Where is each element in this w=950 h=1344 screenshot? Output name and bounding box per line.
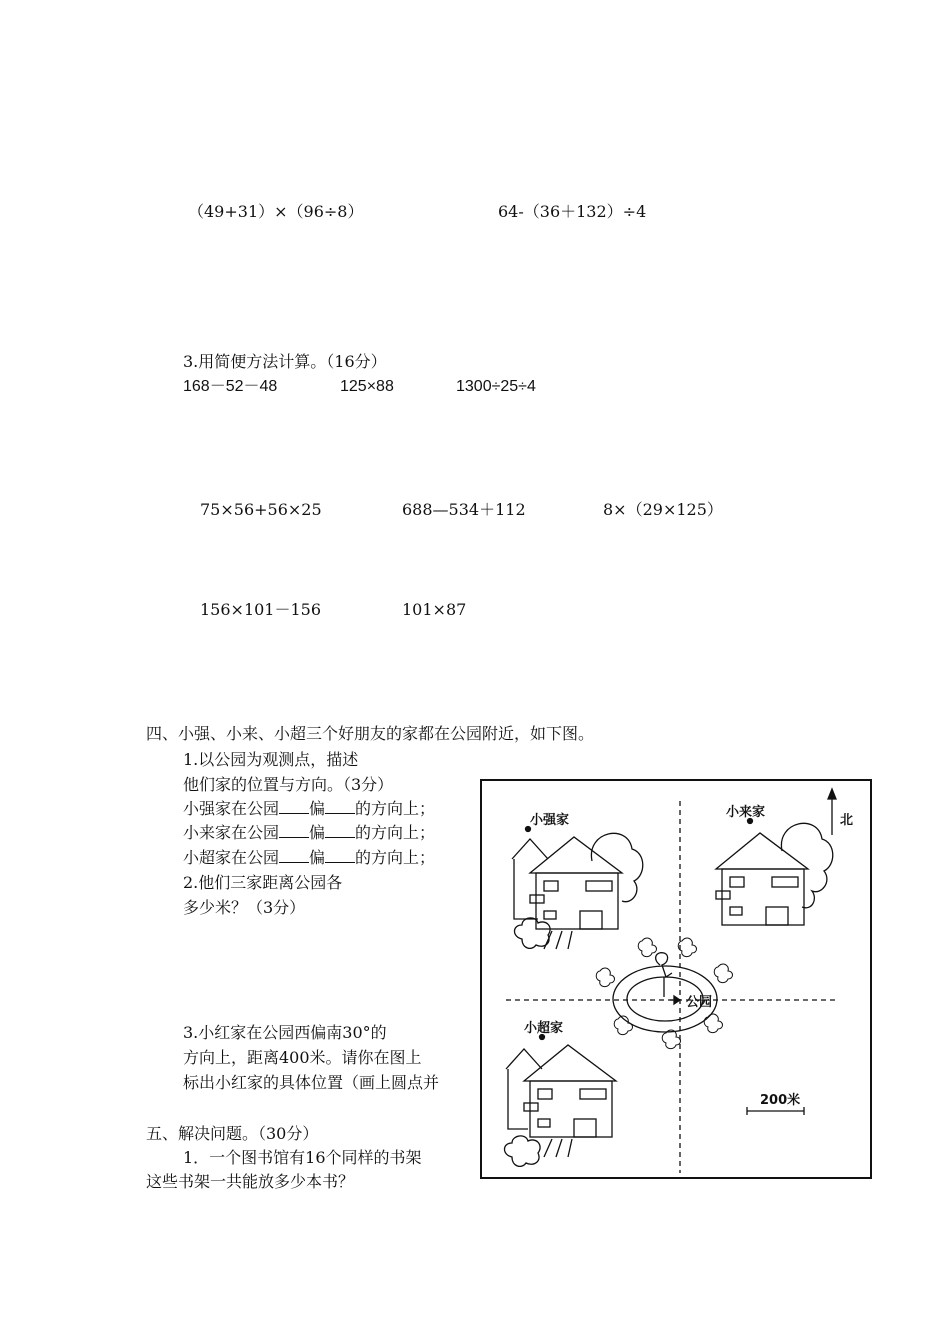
answer-mid: 偏 — [309, 823, 326, 842]
park-map-figure — [480, 779, 872, 1179]
section4-q3-line2: 方向上，距离400米。请你在图上 — [183, 1048, 422, 1067]
simplify-expr: 125×88 — [340, 378, 394, 395]
answer-line-xiaochao — [183, 848, 435, 868]
answer-blank[interactable] — [279, 848, 309, 863]
section3-title: 3.用简便方法计算。（16分） — [183, 352, 387, 371]
label-park: 公园 — [686, 995, 713, 1010]
simplify-expr: 8×（29×125） — [603, 500, 723, 519]
section5-title: 五、解决问题。（30分） — [146, 1124, 319, 1143]
answer-mid: 偏 — [309, 848, 326, 867]
answer-blank[interactable] — [325, 799, 355, 814]
simplify-expr: 1300÷25÷4 — [456, 378, 536, 395]
answer-line-xiaolai — [183, 823, 435, 843]
answer-blank[interactable] — [325, 848, 355, 863]
section4-q1-line1: 1.以公园为观测点，描述 — [183, 750, 359, 769]
label-xiaochao-home: 小超家 — [524, 1021, 564, 1036]
answer-blank[interactable] — [325, 823, 355, 838]
section5-q1-line2: 这些书架一共能放多少本书？ — [146, 1172, 355, 1191]
map-drawing — [482, 781, 870, 1177]
answer-suffix: 的方向上； — [355, 823, 436, 842]
answer-prefix: 小来家在公园 — [183, 823, 280, 842]
house-icon-xiaolai — [716, 819, 833, 926]
answer-mid: 偏 — [309, 799, 326, 818]
section4-q3-line3: 标出小红家的具体位置（画上圆点并 — [183, 1073, 440, 1092]
scale-label: 200米 — [760, 1093, 801, 1108]
answer-blank[interactable] — [279, 823, 309, 838]
answer-blank[interactable] — [279, 799, 309, 814]
answer-line-xiaoqiang — [183, 799, 435, 819]
label-xiaolai-home: 小来家 — [726, 805, 766, 820]
simplify-expr: 168－52－48 — [183, 378, 278, 395]
label-north: 北 — [840, 813, 854, 828]
section4-q3-line1: 3.小红家在公园西偏南30°的 — [183, 1023, 387, 1042]
scale-bar-icon — [747, 1107, 804, 1115]
section4-q1-line2: 他们家的位置与方向。（3分） — [183, 775, 394, 794]
house-icon-xiaoqiang — [512, 827, 643, 950]
section5-q1-line1: 1．一个图书馆有16个同样的书架 — [183, 1148, 422, 1167]
simplify-expr: 101×87 — [402, 600, 467, 619]
house-icon-xiaochao — [505, 1035, 617, 1167]
section4-q2-line2: 多少米？（3分） — [183, 898, 306, 917]
answer-prefix: 小超家在公园 — [183, 848, 280, 867]
simplify-expr: 156×101－156 — [200, 600, 322, 619]
expression-1: （49+31）×（96÷8） — [188, 202, 364, 221]
section4-title: 四、小强、小来、小超三个好朋友的家都在公园附近，如下图。 — [146, 724, 595, 743]
section4-q2-line1: 2.他们三家距离公园各 — [183, 873, 343, 892]
north-arrow-icon — [828, 789, 836, 835]
park-icon — [596, 938, 732, 1049]
simplify-expr: 75×56+56×25 — [200, 500, 322, 519]
answer-suffix: 的方向上； — [355, 799, 436, 818]
expression-2: 64-（36＋132）÷4 — [498, 202, 647, 221]
simplify-expr: 688—534＋112 — [402, 500, 526, 519]
answer-suffix: 的方向上； — [355, 848, 436, 867]
label-xiaoqiang-home: 小强家 — [530, 813, 570, 828]
answer-prefix: 小强家在公园 — [183, 799, 280, 818]
